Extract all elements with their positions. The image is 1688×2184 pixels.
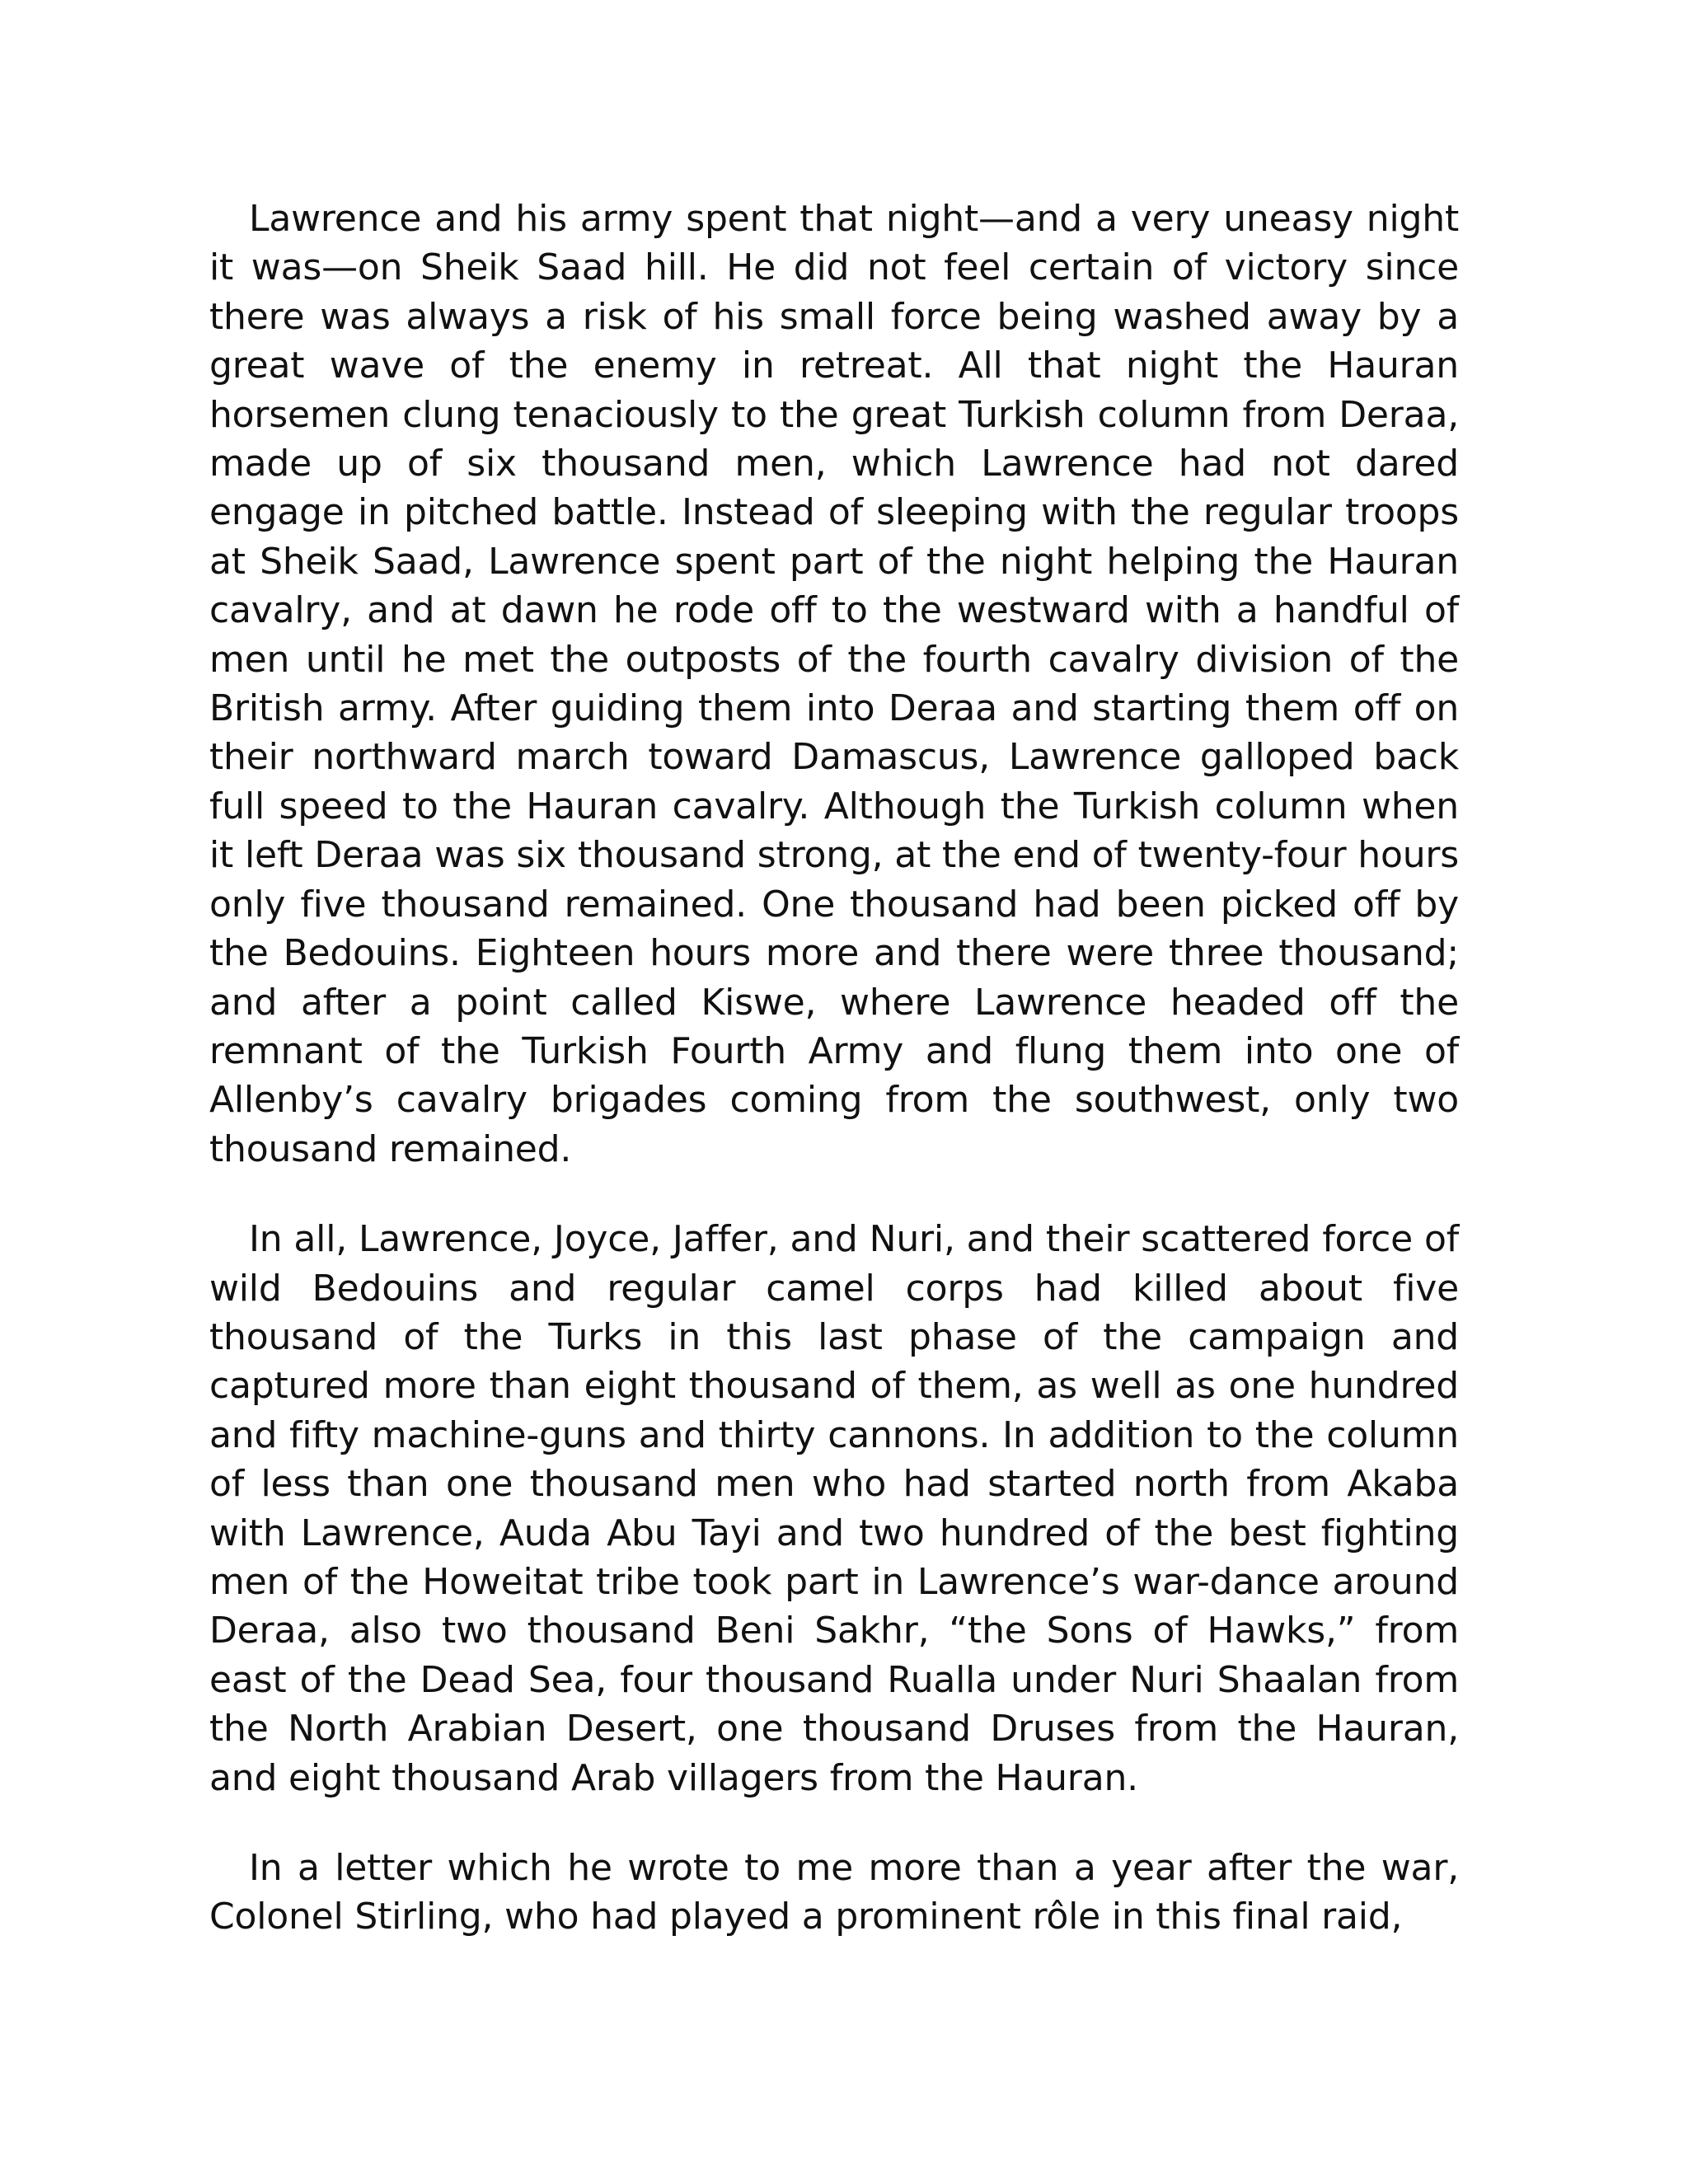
paragraph-1: Lawrence and his army spent that night—and a very uneasy night it was—on Sheik Saad hill. He did not feel certain of victory since there was always a risk of his small force being washed away by a great wave of the enemy in retreat. All that night the Hauran horsemen clung tenaciously to the great Turkish column from Deraa, made up of six thousand men, which Lawrence had not dared engage in pitched battle. Instead of sleeping with the regular troops at Sheik Saad, Lawrence spent part of the night helping the Hauran cavalry, and at dawn he rode off to the westward with a handful of men until he met the outposts of the fourth cavalry division of the British army. After guiding them into Deraa and starting them off on their northward march toward Damascus, Lawrence galloped back full speed to the Hauran cavalry. Although the Turkish column when it left Deraa was six thousand strong, at the end of twenty-four hours only five thousand remained. One thousand had been picked off by the Bedouins. Eighteen hours more and there were three thousand; and after a point called Kiswe, where Lawrence headed off the remnant of the Turkish Fourth Army and flung them into one of Allenby’s cavalry brigades coming from the southwest, only two thousand remained. [209, 198, 1459, 1170]
paragraph-3: In a letter which he wrote to me more than a year after the war, Colonel Stirling, who had played a prominent rôle in this final raid, [209, 1847, 1459, 1938]
paragraph-2: In all, Lawrence, Joyce, Jaffer, and Nuri, and their scattered force of wild Bedouins and regular camel corps had killed about five thousand of the Turks in this last phase of the campaign and captured more than eight thousand of them, as well as one hundred and fifty machine-guns and thirty cannons. In addition to the column of less than one thousand men who had started north from Akaba with Lawrence, Auda Abu Tayi and two hundred of the best fighting men of the Howeitat tribe took part in Lawrence’s war-dance around Deraa, also two thousand Beni Sakhr, “the Sons of Hawks,” from east of the Dead Sea, four thousand Rualla under Nuri Shaalan from the North Arabian Desert, one thousand Druses from the Hauran, and eight thousand Arab villagers from the Hauran. [209, 1218, 1459, 1799]
body-text [209, 194, 1459, 1942]
